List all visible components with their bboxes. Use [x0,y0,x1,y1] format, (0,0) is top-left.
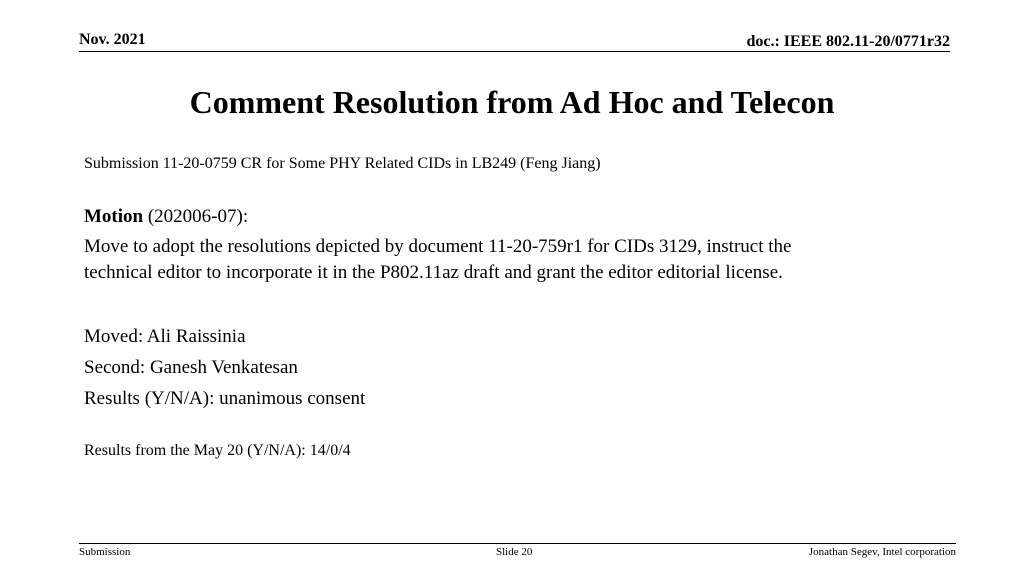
footer-divider [79,543,956,544]
motion-text [84,234,964,286]
moved-by: Moved: Ali Raissinia [84,326,246,347]
may-results: Results from the May 20 (Y/N/A): 14/0/4 [84,442,351,459]
motion-id: (202006-07): [143,206,249,227]
header-date: Nov. 2021 [79,31,146,48]
motion-label: Motion [84,206,144,227]
header-divider [79,51,950,52]
seconded-by: Second: Ganesh Venkatesan [84,357,298,378]
slide-title: Comment Resolution from Ad Hoc and Telecon [189,84,835,120]
footer-slide-number: Slide 20 [496,546,533,558]
submission-line: Submission 11-20-0759 CR for Some PHY Related CIDs in LB249 (Feng Jiang) [84,155,601,172]
motion-results: Results (Y/N/A): unanimous consent [84,388,366,409]
motion-heading [84,204,964,230]
footer-submission: Submission [79,546,131,558]
motion-text-line-2: technical editor to incorporate it in the P802.11az draft and grant the editor editorial license. [84,262,783,283]
motion-text-line-1: Move to adopt the resolutions depicted by document 11-20-759r1 for CIDs 3129, instruct the [84,236,792,257]
slide-body [84,154,964,461]
footer-author: Jonathan Segev, Intel corporation [808,546,956,558]
header-doc-id: doc.: IEEE 802.11-20/0771r32 [746,33,950,50]
